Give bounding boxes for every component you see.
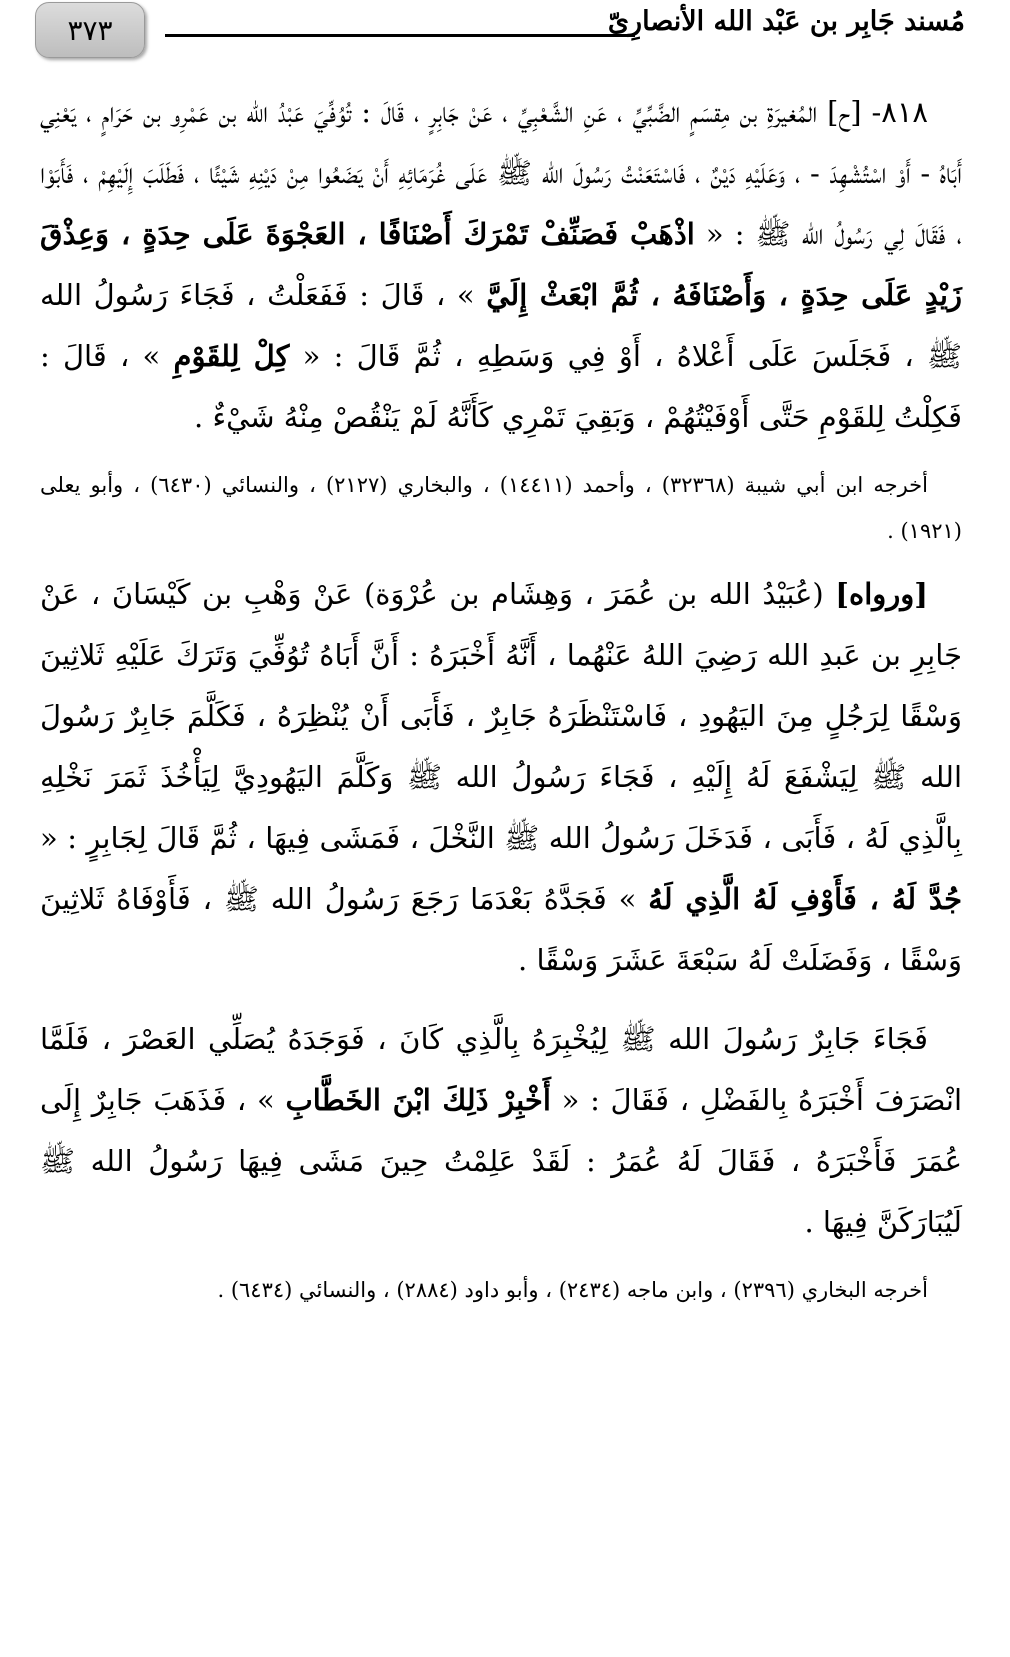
page-header [35, 0, 965, 64]
takhrij-note: أخرجه ابن أبي شيبة (٣٢٣٦٨) ، وأحمد (١٤٤١١) ، والبخاري (٢١٢٧) ، والنسائي (٦٤٣٠) ، وأبو يعلى (١٩٢١) . [40, 473, 962, 543]
hadith-tag: [ح] [827, 95, 862, 129]
riwaya-text: فَجَاءَ جَابِرٌ رَسُولَ الله ﷺ لِيُخْبِرَهُ بِالَّذِي كَانَ ، فَوَجَدَهُ يُصَلِّي العَصْرَ ، فَلَمَّا انْصَرَفَ أَخْبَرَهُ بِالفَضْلِ ، فَقَالَ : « [40, 1022, 962, 1117]
header-divider [165, 34, 635, 37]
riwaya-paragraph [40, 564, 962, 991]
riwaya-text: » ، فَذَهَبَ جَابِرٌ إِلَى عُمَرَ فَأَخْبَرَهُ ، فَقَالَ لَهُ عُمَرُ : لَقَدْ عَلِمْتُ حِينَ مَشَى فِيهَا رَسُولُ الله ﷺ لَيُبَارَكَنَّ فِيهَا . [40, 1083, 962, 1239]
prophetic-quote: أَخْبِرْ ذَلِكَ ابْنَ الخَطَّابِ [285, 1083, 551, 1117]
prophetic-quote: كِلْ لِلقَوْمِ [173, 339, 290, 373]
hadith-text: » ، قَالَ : فَفَعَلْتُ ، فَجَاءَ رَسُولُ الله ﷺ ، فَجَلَسَ عَلَى أَعْلاهُ ، أَوْ فِي وَسَطِهِ ، ثُمَّ قَالَ : « [40, 278, 963, 373]
hadith-text: » ، قَالَ : فَكِلْتُ لِلقَوْمِ حَتَّى أَوْفَيْتُهُمْ ، وَبَقِيَ تَمْرِي كَأَنَّهُ لَمْ يَنْقُصْ مِنْهُ شَيْءٌ . [40, 339, 962, 434]
running-title: مُسند جَابِر بن عَبْد الله الأنصارِيّ [607, 6, 965, 37]
prophetic-quote: جُدَّ لَهُ ، فَأَوْفِ لَهُ الَّذِي لَهُ [648, 882, 962, 916]
page-number: ٣٧٣ [35, 2, 145, 58]
page-content [40, 82, 962, 1323]
takhrij-note: أخرجه البخاري (٢٣٩٦) ، وابن ماجه (٢٤٣٤) ، وأبو داود (٢٨٨٤) ، والنسائي (٦٤٣٤) . [217, 1278, 928, 1302]
riwaya-text: (عُبَيْدُ الله بن عُمَرَ ، وَهِشَام بن عُرْوَة) عَنْ وَهْبِ بن كَيْسَانَ ، عَنْ جَابِرِ بن عَبدِ الله رَضِيَ اللهُ عَنْهُما ، أَنَّهُ أَخْبَرَهُ : أَنَّ أَبَاهُ تُوُفِّيَ وَتَرَكَ عَلَيْهِ ثَلاثِينَ وَسْقًا لِرَجُلٍ مِنَ اليَهُودِ ، فَاسْتَنْظَرَهُ جَابِرٌ ، فَأَبَى أَنْ يُنْظِرَهُ ، فَكَلَّمَ جَابِرٌ رَسُولَ الله ﷺ لِيَشْفَعَ لَهُ إِلَيْهِ ، فَجَاءَ رَسُولُ الله ﷺ وَكَلَّمَ اليَهُودِيَّ لِيَأْخُذَ ثَمَرَ نَخْلِهِ بِالَّذِي لَهُ ، فَأَبَى ، فَدَخَلَ رَسُولُ الله ﷺ النَّخْلَ ، فَمَشَى فِيهَا ، ثُمَّ قَالَ لِجَابِرٍ : « [40, 577, 962, 855]
riwaya-paragraph-2 [40, 1009, 962, 1253]
riwaya-text: » فَجَدَّهُ بَعْدَمَا رَجَعَ رَسُولُ الله ﷺ ، فَأَوْفَاهُ ثَلاثِينَ وَسْقًا ، وَفَضَلَتْ لَهُ سَبْعَةَ عَشَرَ وَسْقًا . [40, 882, 962, 977]
hadith-text: المُغيرَةِ بن مِقسَمٍ الضَّبِّيِّ ، عَنِ الشَّعْبِيِّ ، عَنْ جَابِرٍ ، قَالَ : تُوُفِّيَ عَبْدُ الله بن عَمْرِو بن حَرَامٍ ، يَعْنِي أَبَاهُ - أَوْ اسْتُشْهِدَ - ، وَعَلَيْهِ دَيْنٌ ، فَاسْتَعَنْتُ رَسُولَ الله ﷺ عَلَى غُرَمَائِهِ أَنْ يَضَعُوا مِنْ دَيْنِهِ شَيْئًا ، فَطَلَبَ إِلَيْهِمْ ، فَأَبَوْا ، فَقَالَ لِي رَسُولُ الله ﷺ : « [40, 95, 963, 251]
prophetic-quote: اذْهَبْ فَصَنِّفْ تَمْرَكَ أَصْنَافًا ، العَجْوَةَ عَلَى حِدَةٍ ، وَعِذْقَ زَيْدٍ عَلَى حِدَةٍ ، وَأَصْنَافَهُ ، ثُمَّ ابْعَثْ إِلَيَّ [40, 217, 962, 312]
hadith-818 [40, 82, 962, 448]
hadith-number: ٨١٨- [871, 95, 928, 129]
riwaya-tag: [ورواه] [835, 577, 928, 611]
